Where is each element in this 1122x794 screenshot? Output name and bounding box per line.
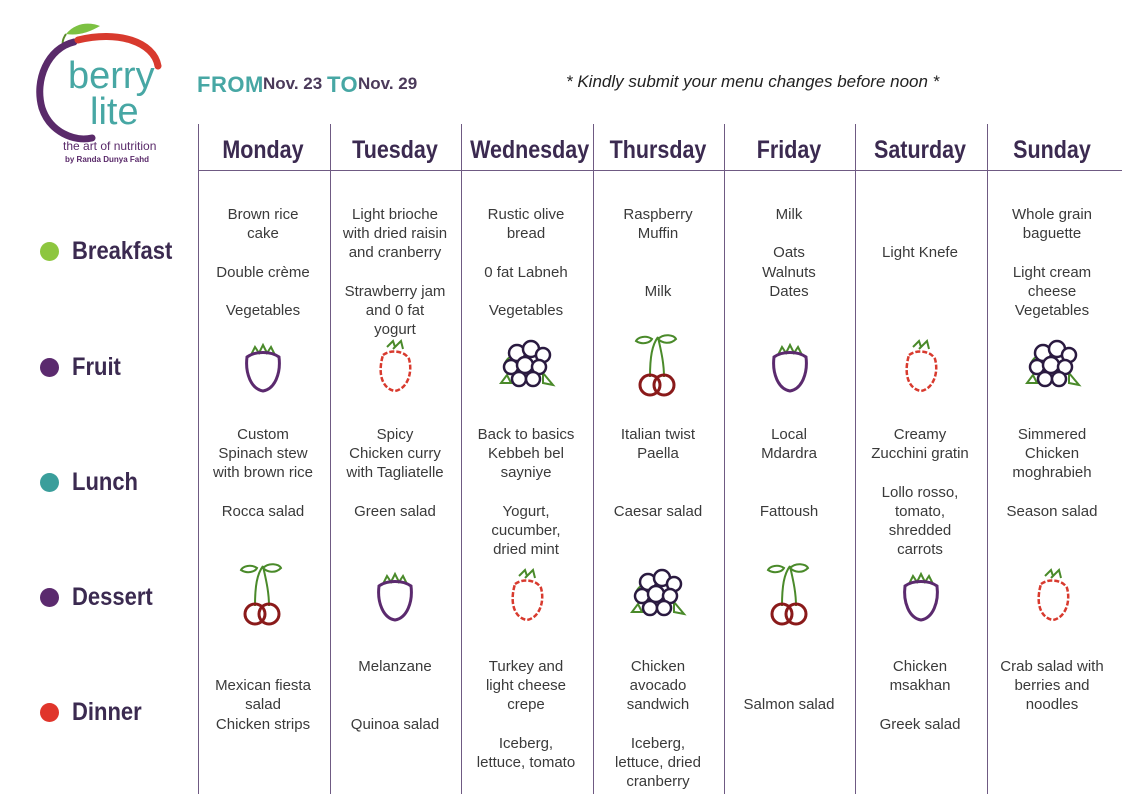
breakfast-cell-wednesday [461,205,591,320]
lunch-item [593,483,723,502]
dinner-item: Chicken [630,658,686,675]
lunch-item [987,483,1117,502]
dinner-item: salad [245,696,281,714]
lunch-item: Lollo rosso, [881,483,959,501]
lunch-item: Kebbeh bel [488,445,564,463]
dinner-dot [40,703,59,722]
dinner-item: lettuce, dried [615,754,701,772]
lunch-item: Spinach stew [218,445,308,463]
lunch-cell-friday [724,425,854,521]
lunch-cell-saturday [855,425,985,559]
lunch-item [461,483,591,502]
lunch-item: Green salad [354,502,436,520]
breakfast-item: cheese [1027,282,1077,300]
from-date: Nov. 23 [263,74,323,93]
plum-icon [365,562,425,628]
breakfast-item [987,243,1117,262]
day-header-friday: Friday [756,136,822,164]
header-divider [198,170,1122,171]
lunch-item: Simmered [1017,426,1087,443]
dinner-item: cranberry [626,773,690,791]
breakfast-item [198,243,328,262]
meal-label-dessert: Dessert [72,583,153,611]
dinner-cell-monday [198,657,328,734]
meal-row-fruit [40,353,128,382]
lunch-item: Back to basics [477,426,575,443]
plum-icon [760,333,820,399]
raspberry-icon [497,562,557,628]
lunch-item: Creamy [893,426,947,443]
cherry-icon [233,562,293,628]
breakfast-item: Vegetables [225,302,301,320]
breakfast-item: Oats [773,244,805,262]
breakfast-item: Strawberry jam [344,282,446,300]
lunch-item: Spicy [376,426,414,443]
logo-tagline: the art of nutrition [63,139,157,153]
dinner-item: Chicken strips [215,715,311,733]
dinner-cell-tuesday [330,657,460,734]
lunch-item: Rocca salad [221,502,305,520]
dinner-item [724,657,854,676]
dinner-item: Turkey and [488,658,564,675]
to-date: Nov. 29 [358,74,418,93]
day-header-sunday: Sunday [1013,136,1091,164]
breakfast-cell-sunday [987,205,1117,320]
dinner-item: Salmon salad [743,696,835,714]
logo-text-lite: lite [90,91,139,133]
dinner-item: lettuce, tomato [476,754,576,772]
lunch-item: Local [771,426,807,443]
lunch-item: dried mint [493,541,559,559]
breakfast-item: Light cream [1012,263,1092,281]
dinner-cell-thursday [593,657,723,791]
lunch-item: Yogurt, [502,502,550,520]
lunch-item [724,483,854,502]
lunch-item: carrots [897,541,943,559]
lunch-item: Italian twist [620,426,696,443]
breakfast-cell-monday [198,205,328,320]
lunch-item: Chicken curry [349,445,441,463]
breakfast-item: and cranberry [348,244,442,262]
dinner-item [593,715,723,734]
breakfast-item: Light brioche [352,206,438,223]
breakfast-item [461,243,591,262]
dinner-cell-saturday [855,657,985,734]
meal-row-lunch [40,468,147,497]
lunch-item: shredded [888,522,952,540]
dinner-item: light cheese [485,677,567,695]
breakfast-item: Vegetables [1014,302,1090,320]
dinner-item: Iceberg, [498,734,554,752]
dinner-item: Quinoa salad [350,715,440,733]
lunch-item: moghrabieh [1012,464,1092,482]
lunch-cell-thursday [593,425,723,521]
breakfast-item: Dates [769,282,809,300]
dinner-item: Mexican fiesta [215,677,311,695]
dinner-item [461,715,591,734]
meal-row-breakfast [40,237,186,266]
lunch-item: sayniye [500,464,552,482]
lunch-item [330,483,460,502]
breakfast-item: Rustic olive [487,206,565,223]
logo-byline: by Randa Dunya Fahd [65,155,150,164]
breakfast-item [855,224,985,243]
meal-label-breakfast: Breakfast [72,237,173,265]
breakfast-item [198,282,328,301]
lunch-item: Paella [637,445,679,463]
breakfast-item: yogurt [374,321,416,339]
raspberry-icon [1023,562,1083,628]
breakfast-item: baguette [1022,225,1082,243]
breakfast-item: Vegetables [488,302,564,320]
lunch-item: Zucchini gratin [871,445,969,463]
dinner-item: Chicken [892,658,948,675]
lunch-item: with Tagliatelle [346,464,444,482]
lunch-item [198,483,328,502]
meal-row-dinner [40,698,151,727]
breakfast-item: Walnuts [762,263,816,281]
meal-row-dessert [40,583,164,612]
breakfast-item: with dried raisin [342,225,448,243]
lunch-item: tomato, [894,502,946,520]
meal-label-dinner: Dinner [72,698,142,726]
grapes-icon [628,562,688,628]
from-label: FROM [197,72,264,97]
breakfast-item: Whole grain [1011,206,1093,223]
breakfast-item: Brown rice [227,206,299,223]
day-header-thursday: Thursday [609,136,707,164]
dinner-item: msakhan [889,677,951,695]
lunch-cell-monday [198,425,328,521]
dinner-item [198,657,328,676]
dinner-item: berries and [1014,677,1090,695]
breakfast-item: Light Knefe [882,244,958,262]
fruit-dot [40,358,59,377]
dinner-item: sandwich [626,696,690,714]
lunch-cell-tuesday [330,425,460,521]
lunch-dot [40,473,59,492]
breakfast-item [461,282,591,301]
lunch-item: with brown rice [212,464,314,482]
breakfast-item [724,224,854,243]
breakfast-item [593,243,723,262]
breakfast-item [330,263,460,282]
dinner-item: noodles [1025,696,1079,714]
lunch-item: Fattoush [759,502,819,520]
menu-change-notice: * Kindly submit your menu changes before noon * [566,72,940,91]
to-label: TO [327,72,359,97]
breakfast-item [855,205,985,224]
grapes-icon [497,333,557,399]
breakfast-item: Double crème [216,263,310,281]
lunch-item: Mdardra [761,445,817,463]
dinner-item [724,676,854,695]
breakfast-cell-tuesday [330,205,460,339]
breakfast-item: bread [506,225,546,243]
lunch-cell-sunday [987,425,1117,521]
breakfast-item: 0 fat Labneh [484,263,568,281]
meal-label-fruit: Fruit [72,353,121,381]
cherry-icon [760,562,820,628]
plum-icon [891,562,951,628]
plum-icon [233,333,293,399]
lunch-item: Custom [237,426,289,443]
dinner-cell-sunday [987,657,1117,715]
grapes-icon [1023,333,1083,399]
lunch-item: cucumber, [491,522,561,540]
dinner-item [330,695,460,714]
breakfast-item: Raspberry [623,206,693,223]
breakfast-cell-thursday [593,205,723,301]
dinner-item: Melanzane [358,658,432,675]
breakfast-item: Milk [644,282,672,300]
meal-label-lunch: Lunch [72,468,138,496]
breakfast-item: Milk [775,206,803,223]
breakfast-cell-friday [724,205,854,301]
logo-text-berry: berry [68,55,155,97]
breakfast-cell-saturday [855,205,985,263]
raspberry-icon [891,333,951,399]
cherry-icon [628,333,688,399]
lunch-item: Caesar salad [613,502,703,520]
day-header-wednesday: Wednesday [470,136,590,164]
dinner-item: Crab salad with [1000,658,1104,675]
dinner-cell-friday [724,657,854,715]
lunch-cell-wednesday [461,425,591,559]
day-header-tuesday: Tuesday [352,136,438,164]
breakfast-dot [40,242,59,261]
lunch-item: Season salad [1006,502,1098,520]
breakfast-item: Muffin [637,225,679,243]
dinner-item: crepe [507,696,545,714]
day-header-saturday: Saturday [873,136,966,164]
lunch-item [593,463,723,482]
dinner-item [855,695,985,714]
dessert-dot [40,588,59,607]
dinner-cell-wednesday [461,657,591,772]
dinner-item: Greek salad [879,715,961,733]
raspberry-icon [365,333,425,399]
breakfast-item [593,263,723,282]
dinner-item: Iceberg, [630,734,686,752]
lunch-item [724,463,854,482]
dinner-item: avocado [629,677,687,695]
dinner-item [330,676,460,695]
lunch-item [855,463,985,482]
day-header-monday: Monday [222,136,304,164]
breakfast-item: and 0 fat [365,302,425,320]
lunch-item: Chicken [1024,445,1080,463]
breakfast-item: cake [247,225,279,243]
